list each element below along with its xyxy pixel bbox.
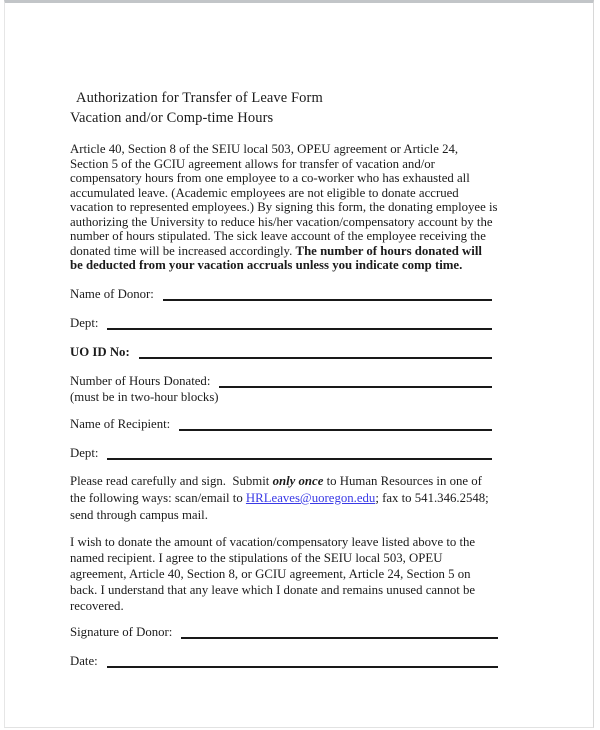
hours-donated-label: Number of Hours Donated: [70,373,211,388]
uo-id-label: UO ID No: [70,344,130,359]
paragraph-line: named recipient. I agree to the stipulations of the SEIU local 503, OPEU [70,551,443,566]
form-title-line1: Authorization for Transfer of Leave Form [76,90,323,106]
hr-email-link[interactable]: HRLeaves@uoregon.edu [245,490,376,505]
paragraph-text: Please read carefully and sign. Submit [70,474,273,488]
recipient-name-blank-line [179,416,492,431]
paragraph-line: vacation to represented employees.) By signing this form, the donating employee is [70,200,498,214]
paragraph-line: send through campus mail. [70,507,208,522]
submit-instructions-paragraph [70,473,530,523]
paragraph-text: donated time will be increased accordingly. [70,243,296,258]
recipient-dept-blank-line [107,445,492,460]
field-donor-dept [70,315,492,331]
paragraph-line [70,473,530,490]
paragraph-line: accumulated leave. (Academic employees are not eligible to donate accrued [70,185,459,200]
only-once-emphasis: only once [272,474,324,488]
paragraph-line [70,244,530,259]
paragraph-text: to Human Resources in one of [323,474,482,488]
field-recipient-name [70,416,492,432]
date-label: Date: [70,654,98,669]
form-title-line2: Vacation and/or Comp-time Hours [70,110,274,126]
paragraph-line: Section 5 of the GCIU agreement allows for transfer of vacation and/or [70,156,435,171]
donor-dept-blank-line [107,315,492,330]
form-title [70,0,530,128]
donor-name-blank-line [163,286,492,301]
paragraph-line: compensatory hours from one employee to a co-worker who has exhausted all [70,171,470,185]
field-recipient-dept [70,445,492,461]
paragraph-text: ; fax to 541.346.2548; [375,490,489,505]
paragraph-line: number of hours stipulated. The sick leave account of the employee receiving the [70,229,486,243]
hours-note: (must be in two-hour blocks) [70,389,219,404]
field-date [70,653,498,669]
paragraph-line: I wish to donate the amount of vacation/compensatory leave listed above to the [70,535,476,550]
recipient-name-label: Name of Recipient: [70,417,171,431]
signature-blank-line [181,624,498,639]
paragraph-line [70,490,530,507]
agreement-paragraph [70,534,530,614]
field-donor-name [70,286,492,302]
field-signature [70,624,498,640]
paragraph-line: authorizing the University to reduce his/her vacation/compensatory account by the [70,214,493,229]
paragraph-line: agreement, Article 40, Section 8, or GCIU agreement, Article 24, Section 5 on [70,567,471,582]
field-hours-donated [70,373,492,389]
donor-name-label: Name of Donor: [70,286,154,301]
paragraph-line: recovered. [70,599,124,614]
recipient-dept-label: Dept: [70,446,99,460]
intro-paragraph [70,142,530,273]
bold-notice-text: be deducted from your vacation accruals unless you indicate comp time. [70,258,463,272]
field-uo-id [70,344,492,360]
uo-id-blank-line [139,344,492,359]
paragraph-line: back. I understand that any leave which I donate and remains unused cannot be [70,583,476,598]
paragraph-text: the following ways: scan/email to [70,490,246,505]
hours-donated-blank-line [219,373,492,388]
date-blank-line [107,653,498,668]
bold-notice-text: The number of hours donated will [295,243,482,258]
donor-dept-label: Dept: [70,315,99,330]
paragraph-line: Article 40, Section 8 of the SEIU local 503, OPEU agreement or Article 24, [70,142,459,156]
signature-label: Signature of Donor: [70,625,173,640]
